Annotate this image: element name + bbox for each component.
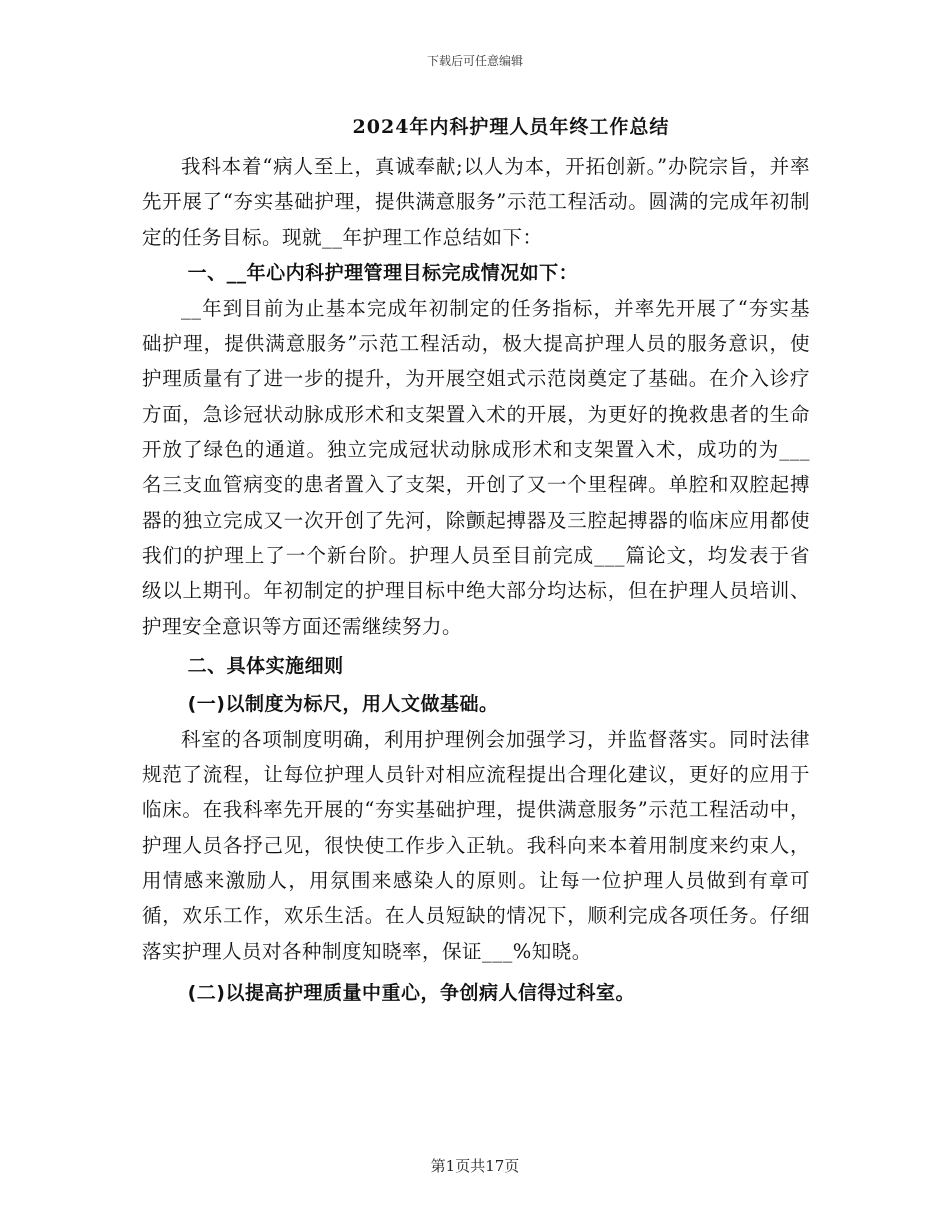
subsection-1-paragraph: 科室的各项制度明确，利用护理例会加强学习，并监督落实。同时法律规范了流程，让每位护理人员针对相应流程提出合理化建议，更好的应用于临床。在我科率先开展的“夯实基础护理，提供满意服务”示范工程活动中，护理人员各抒己见，很快使工作步入正轨。我科向来本着用制度来约束人，用情感来激励人，用氛围来感染人的原则。让每一位护理人员做到有章可循，欢乐工作，欢乐生活。在人员短缺的情况下，顺利完成各项任务。仔细落实护理人员对各种制度知晓率，保证___%知晓。: [142, 727, 810, 963]
subsection-1-heading: (一)以制度为标尺，用人文做基础。: [187, 692, 499, 715]
spacer: [142, 969, 810, 973]
document-body: [142, 111, 810, 1011]
page-footer: 第1页共17页: [430, 1157, 520, 1175]
section-1-paragraph: __年到目前为止基本完成年初制定的任务指标，并率先开展了“夯实基础护理，提供满意服务”示范工程活动，极大提高护理人员的服务意识，使护理质量有了进一步的提升，为开展空姐式示范岗奠定了基础。在介入诊疗方面，急诊冠状动脉成形术和支架置入术的开展，为更好的挽救患者的生命开放了绿色的通道。独立完成冠状动脉成形术和支架置入术，成功的为___名三支血管病变的患者置入了支架，开创了又一个里程碑。单腔和双腔起搏器的独立完成又一次开创了先河，除颤起搏器及三腔起搏器的临床应用都使我们的护理上了一个新台阶。护理人员至目前完成___篇论文，均发表于省级以上期刊。年初制定的护理目标中绝大部分均达标，但在护理人员培训、护理安全意识等方面还需继续努力。: [142, 296, 810, 638]
subsection-2-heading: (二)以提高护理质量中重心，争创病人信得过科室。: [187, 981, 635, 1004]
page-header: 下载后可任意编辑: [426, 54, 523, 68]
section-2-heading: 二、具体实施细则: [187, 654, 344, 677]
section-1-heading: 一、__年心内科护理管理目标完成情况如下：: [187, 261, 579, 284]
document-title: 2024年内科护理人员年终工作总结: [352, 116, 670, 138]
intro-paragraph: 我科本着“病人至上，真诚奉献;以人为本，开拓创新。”办院宗旨，并率先开展了“夯实基础护理，提供满意服务”示范工程活动。圆满的完成年初制定的任务目标。现就__年护理工作总结如下：: [142, 155, 810, 249]
